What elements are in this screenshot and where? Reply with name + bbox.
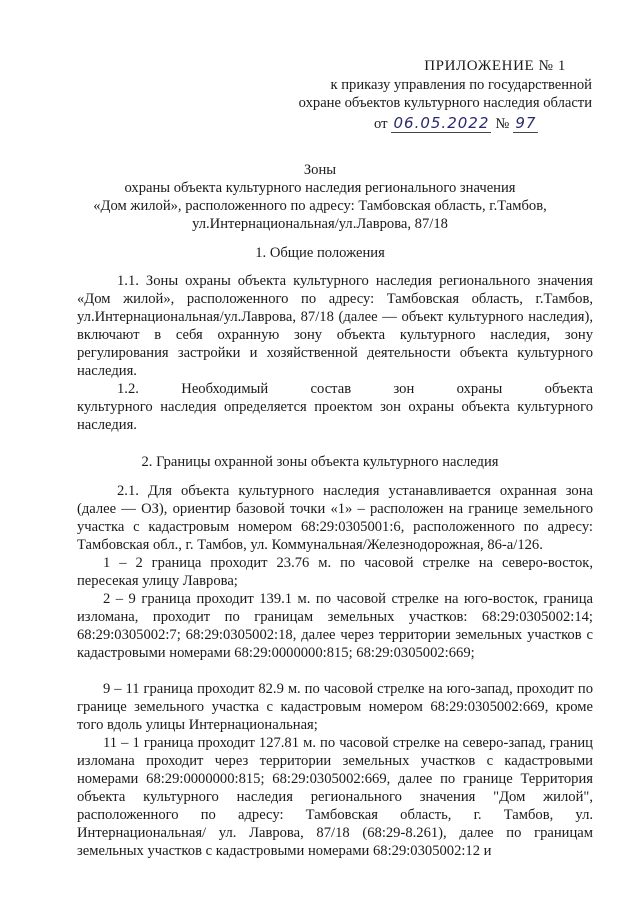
section-1-paragraph-2-rest: культурного наследия определяется проектом зон охраны объекта культурного наследия. xyxy=(77,399,593,433)
appendix-title: ПРИЛОЖЕНИЕ № 1 xyxy=(424,58,566,74)
title-line-4: ул.Интернациональная/ул.Лаврова, 87/18 xyxy=(192,216,448,232)
title-line-2: охраны объекта культурного наследия регионального значения xyxy=(124,180,516,196)
section-1-paragraph-1: 1.1. Зоны охраны объекта культурного наследия регионального значения «Дом жилой», расположенного по адресу: Тамбовская область, г.Тамбов, ул.Интернациональная/ул.Лаврова, 87/18 (далее — объект культурного наследия), включают в себя охранную зону объекта культурного наследия, зону регулирования застройки и хозяйственной деятельности объекта культурного наследия. xyxy=(77,273,593,379)
section-2-heading: 2. Границы охранной зоны объекта культурного наследия xyxy=(141,454,499,470)
section-1-heading: 1. Общие положения xyxy=(255,245,385,261)
section-2-paragraph-4: 9 – 11 граница проходит 82.9 м. по часовой стрелке на юго-запад, проходит по границе земельного участка с кадастровым номером 68:29:0305002:669, кроме того вдоль улицы Интернациональная; xyxy=(77,681,593,733)
order-reference-line-1: к приказу управления по государственной xyxy=(330,77,592,93)
order-reference-line-2: охране объектов культурного наследия области xyxy=(298,95,592,111)
order-date-line xyxy=(374,114,538,133)
title-line-1: Зоны xyxy=(303,162,337,178)
handwritten-order-date: 06.05.2022 xyxy=(393,114,490,132)
section-2-paragraph-5: 11 – 1 граница проходит 127.81 м. по часовой стрелке на северо-запад, границ изломана проходит через территории земельных участков с кадастровыми номерами 68:29:0000000:815; 68:29:0305002:669, далее по границе Территория объекта культурного наследия регионального значения "Дом жилой", расположенного по адресу: Тамбовская область, г. Тамбов, ул. Интернациональная/ ул. Лаврова, 87/18 (68:29-8.261), далее по границам земельных участков с кадастровыми номерами 68:29:0305002:12 и xyxy=(77,735,593,859)
section-1-paragraph-2-line-1: 1.2. Необходимый состав зон охраны объекта xyxy=(117,381,593,397)
order-number-label: № xyxy=(495,116,510,132)
title-line-3: «Дом жилой», расположенного по адресу: Тамбовская область, г.Тамбов, xyxy=(93,198,547,214)
handwritten-order-number: 97 xyxy=(515,114,537,132)
section-2-paragraph-3: 2 – 9 граница проходит 139.1 м. по часовой стрелке на юго-восток, граница изломана, проходит по границам земельных участков: 68:29:0305002:14; 68:29:0305002:7; 68:29:0305002:18, далее через территории земельных участков с кадастровыми номерами 68:29:0000000:815; 68:29:0305002:669; xyxy=(77,591,593,661)
section-2-paragraph-1: 2.1. Для объекта культурного наследия устанавливается охранная зона (далее — ОЗ), ориентир базовой точки «1» – расположен на границе земельного участка с кадастровым номером 68:29:0305001:6, расположенного по адресу: Тамбовская обл., г. Тамбов, ул. Коммунальная/Железнодорожная, 86-а/126. xyxy=(77,483,593,553)
order-prefix: от xyxy=(374,116,388,132)
section-2-paragraph-2: 1 – 2 граница проходит 23.76 м. по часовой стрелке на северо-восток, пересекая улицу Лаврова; xyxy=(77,555,593,589)
